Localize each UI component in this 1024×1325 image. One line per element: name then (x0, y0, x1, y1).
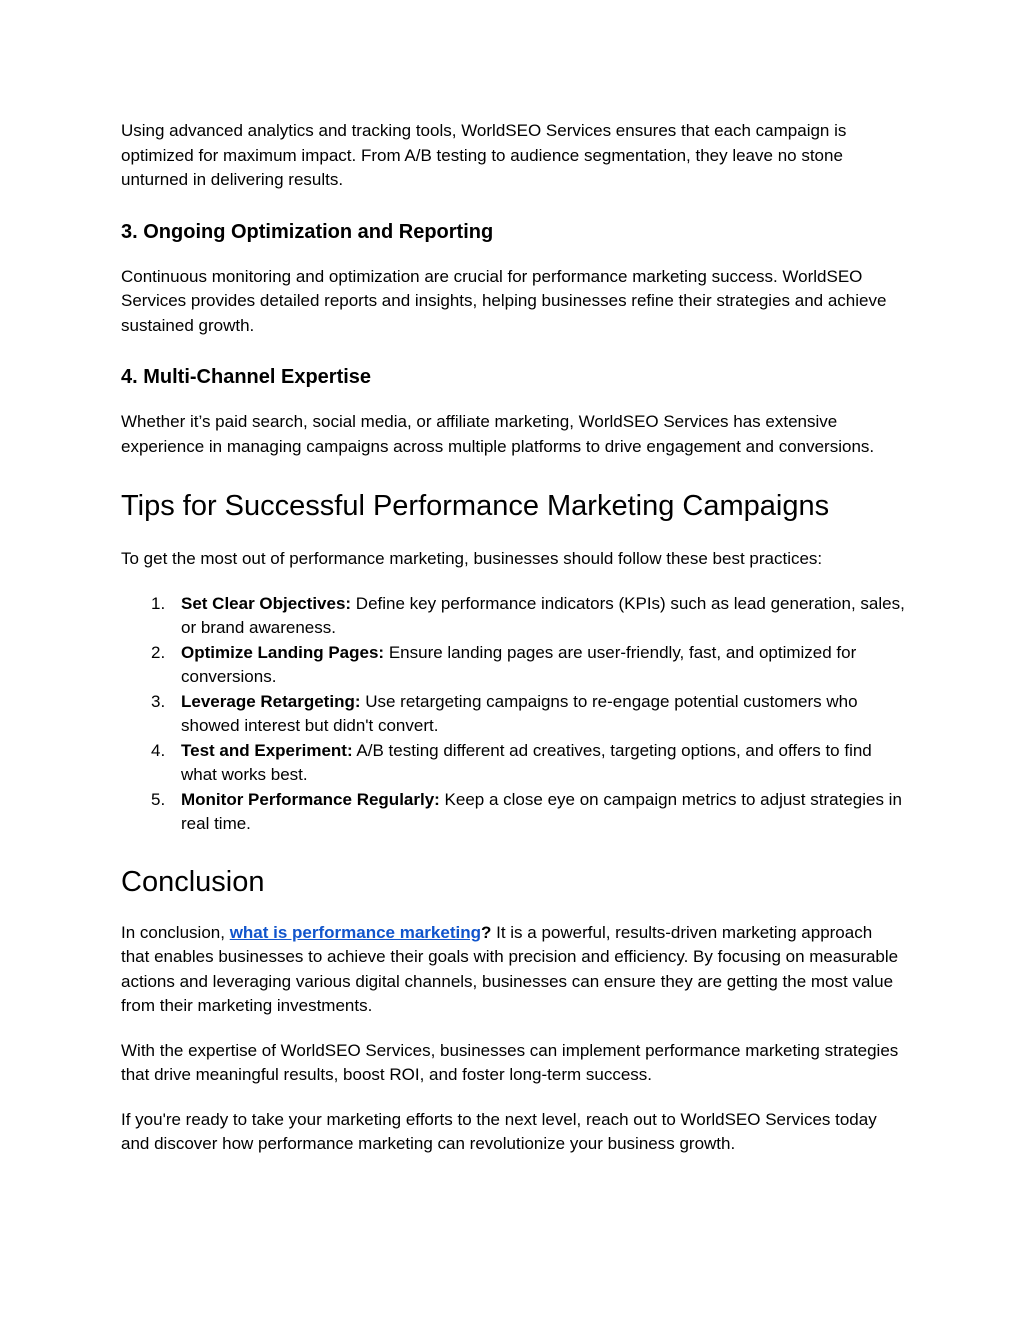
list-item-title: Test and Experiment: (181, 740, 353, 760)
list-item-text: Define key performance indicators (KPIs) such as lead generation, sales, or brand awareness. (181, 593, 905, 637)
intro-paragraph: Using advanced analytics and tracking tools, WorldSEO Services ensures that each campaign is optimized for maximum impact. From A/B testing to audience segmentation, they leave no stone unturned in delivering results. (121, 121, 847, 189)
list-item (121, 690, 905, 739)
list-item-text: A/B testing different ad creatives, targeting options, and offers to find what works best. (181, 740, 872, 784)
list-item-number: 5. (151, 789, 166, 809)
conclusion-paragraph-3: If you're ready to take your marketing efforts to the next level, reach out to WorldSEO Services today and discover how performance marketing can revolutionize your business growth. (121, 1109, 877, 1153)
list-item (121, 788, 905, 837)
list-item-title: Optimize Landing Pages: (181, 642, 385, 662)
section-heading-multichannel: 4. Multi-Channel Expertise (121, 366, 372, 388)
tips-list (121, 592, 905, 837)
list-item-text: Use retargeting campaigns to re-engage potential customers who showed interest but didn't convert. (181, 691, 858, 735)
section-heading-optimization: 3. Ongoing Optimization and Reporting (121, 220, 494, 243)
document-page (121, 119, 905, 1157)
list-item-number: 2. (151, 642, 166, 662)
list-item-title: Set Clear Objectives: (181, 593, 352, 613)
section-body-multichannel: Whether it’s paid search, social media, or affiliate marketing, WorldSEO Services has extensive experience in managing campaigns across multiple platforms to drive engagement and conversions. (121, 412, 875, 456)
list-item-number: 1. (151, 593, 166, 613)
list-item (121, 592, 905, 641)
list-item (121, 641, 905, 690)
list-item-number: 3. (151, 691, 166, 711)
list-item-text: Ensure landing pages are user-friendly, fast, and optimized for conversions. (181, 642, 857, 686)
conclusion-suffix: It is a powerful, results-driven marketing approach that enables businesses to achieve their goals with precision and efficiency. By focusing on measurable actions and leveraging various digital channels, businesses can ensure they are getting the most value from their marketing investments. (121, 922, 899, 1015)
conclusion-prefix: In conclusion, (121, 922, 230, 942)
tips-lead: To get the most out of performance marketing, businesses should follow these best practices: (121, 549, 823, 568)
list-item (121, 739, 905, 788)
conclusion-question-mark: ? (481, 922, 492, 942)
conclusion-heading: Conclusion (121, 865, 265, 898)
list-item-title: Leverage Retargeting: (181, 691, 361, 711)
conclusion-paragraph-2: With the expertise of WorldSEO Services, businesses can implement performance marketing strategies that drive meaningful results, boost ROI, and foster long-term success. (121, 1040, 899, 1084)
list-item-number: 4. (151, 740, 166, 760)
tips-heading: Tips for Successful Performance Marketing Campaigns (121, 490, 830, 522)
list-item-text: Keep a close eye on campaign metrics to adjust strategies in real time. (181, 789, 902, 833)
conclusion-paragraph-1 (121, 921, 905, 1019)
list-item-title: Monitor Performance Regularly: (181, 789, 440, 809)
performance-marketing-link[interactable]: what is performance marketing (229, 922, 481, 942)
section-body-optimization: Continuous monitoring and optimization are crucial for performance marketing success. WorldSEO Services provides detailed reports and insights, helping businesses refine their strategies and achieve sustained growth. (121, 266, 887, 335)
